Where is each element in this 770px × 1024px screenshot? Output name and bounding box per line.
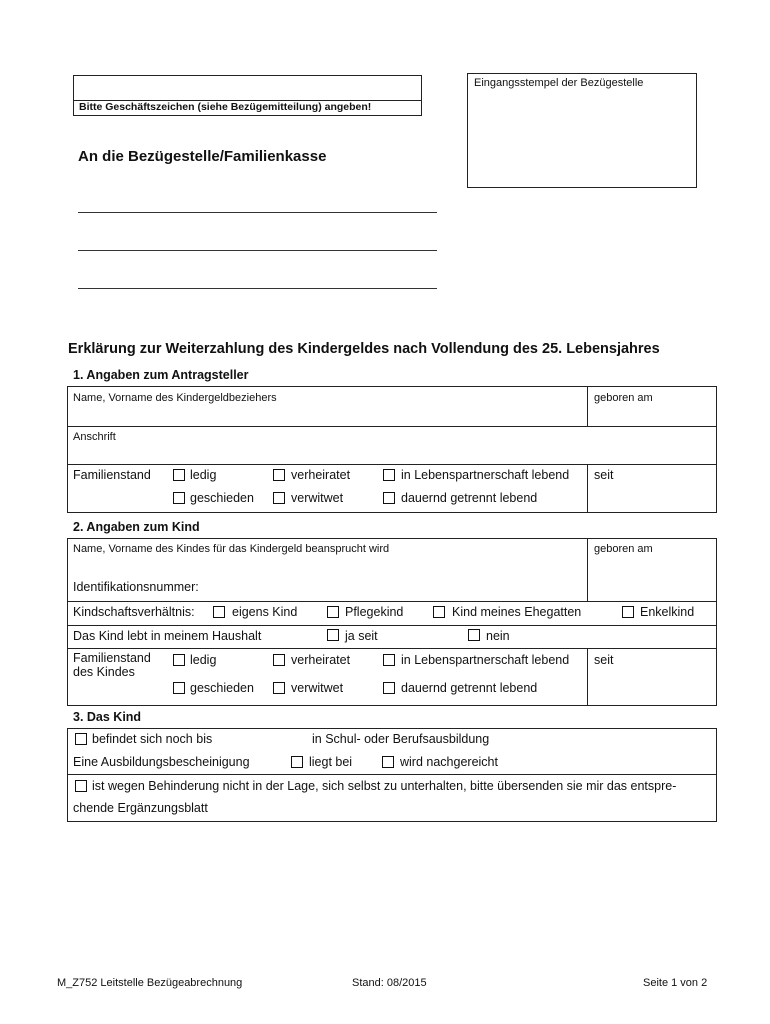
s1-verheiratet-checkbox[interactable] [273, 469, 285, 481]
s3-still-checkbox[interactable] [75, 733, 87, 745]
address-line-2[interactable] [78, 250, 437, 251]
s2-getrennt-checkbox[interactable] [383, 682, 395, 694]
footer-version: Stand: 08/2015 [352, 977, 427, 989]
s3-divider-h1 [67, 774, 717, 775]
s3-training-label: in Schul- oder Berufsausbildung [312, 732, 490, 746]
s2-rel-grand-checkbox[interactable] [622, 606, 634, 618]
s2-since-label: seit [594, 653, 614, 667]
s2-name-label: Name, Vorname des Kindes für das Kindergeld beansprucht wird [73, 543, 390, 555]
s2-id-label: Identifikationsnummer: [73, 580, 199, 594]
s1-address-label: Anschrift [73, 431, 116, 443]
s2-lebenspartner-label: in Lebenspartnerschaft lebend [401, 653, 570, 667]
s1-status-label: Familienstand [73, 468, 151, 482]
reference-hint: Bitte Geschäftszeichen (siehe Bezügemitteilung) angeben! [79, 101, 372, 113]
s2-divider-h2 [67, 625, 717, 626]
s2-geschieden-label: geschieden [190, 681, 254, 695]
s1-ledig-checkbox[interactable] [173, 469, 185, 481]
s1-getrennt-checkbox[interactable] [383, 492, 395, 504]
s1-divider-v2 [587, 464, 588, 513]
section2-box [67, 538, 717, 706]
s2-verwitwet-checkbox[interactable] [273, 682, 285, 694]
addressee-heading: An die Bezügestelle/Familienkasse [78, 148, 327, 165]
s2-divider-h3 [67, 648, 717, 649]
s1-verwitwet-checkbox[interactable] [273, 492, 285, 504]
s2-no-label: nein [486, 629, 510, 643]
s2-yes-label: ja seit [345, 629, 378, 643]
s2-divider-v2 [587, 648, 588, 706]
s3-later-checkbox[interactable] [382, 756, 394, 768]
s2-rel-foster-checkbox[interactable] [327, 606, 339, 618]
s2-relation-label: Kindschaftsverhältnis: [73, 605, 195, 619]
footer-page: Seite 1 von 2 [643, 977, 708, 989]
s1-getrennt-label: dauernd getrennt lebend [401, 491, 538, 505]
s1-ledig-label: ledig [190, 468, 217, 482]
s2-rel-own-label: eigens Kind [232, 605, 298, 619]
s2-verheiratet-checkbox[interactable] [273, 654, 285, 666]
s2-household-label: Das Kind lebt in meinem Haushalt [73, 629, 262, 643]
s2-yes-checkbox[interactable] [327, 629, 339, 641]
footer-form-id: M_Z752 Leitstelle Bezügeabrechnung [57, 977, 243, 989]
s1-name-label: Name, Vorname des Kindergeldbeziehers [73, 392, 277, 404]
s2-no-checkbox[interactable] [468, 629, 480, 641]
s3-certificate-label: Eine Ausbildungsbescheinigung [73, 755, 250, 769]
address-line-1[interactable] [78, 212, 437, 213]
s1-geschieden-checkbox[interactable] [173, 492, 185, 504]
s3-disability-checkbox[interactable] [75, 780, 87, 792]
s2-status-label-2: des Kindes [73, 665, 135, 679]
s3-later-label: wird nachgereicht [400, 755, 498, 769]
s2-lebenspartner-checkbox[interactable] [383, 654, 395, 666]
s1-geschieden-label: geschieden [190, 491, 254, 505]
s1-born-label: geboren am [594, 392, 653, 404]
s2-status-label-1: Familienstand [73, 651, 151, 665]
s3-enclosed-label: liegt bei [309, 755, 353, 769]
address-line-3[interactable] [78, 288, 437, 289]
s3-disability-line2: chende Ergänzungsblatt [73, 801, 208, 815]
s2-rel-spouse-label: Kind meines Ehegatten [452, 605, 582, 619]
s2-born-label: geboren am [594, 543, 653, 555]
s2-geschieden-checkbox[interactable] [173, 682, 185, 694]
s3-disability-line1: ist wegen Behinderung nicht in der Lage, sich selbst zu unterhalten, bitte übersenden sie mir das entspre- [92, 779, 677, 793]
stamp-box [467, 73, 697, 188]
form-title: Erklärung zur Weiterzahlung des Kindergeldes nach Vollendung des 25. Lebensjahres [68, 341, 660, 357]
s2-rel-own-checkbox[interactable] [213, 606, 225, 618]
s3-enclosed-checkbox[interactable] [291, 756, 303, 768]
s2-rel-grand-label: Enkelkind [640, 605, 695, 619]
s1-divider-h1 [67, 426, 717, 427]
s1-verheiratet-label: verheiratet [291, 468, 351, 482]
s2-verwitwet-label: verwitwet [291, 681, 344, 695]
s1-divider-v [587, 386, 588, 426]
stamp-label: Eingangsstempel der Bezügestelle [474, 77, 644, 89]
s1-lebenspartner-checkbox[interactable] [383, 469, 395, 481]
s1-since-label: seit [594, 468, 614, 482]
section2-heading: 2. Angaben zum Kind [73, 520, 200, 534]
s2-ledig-checkbox[interactable] [173, 654, 185, 666]
s2-divider-h1 [67, 601, 717, 602]
s3-still-label: befindet sich noch bis [92, 732, 213, 746]
section3-heading: 3. Das Kind [73, 710, 142, 724]
s2-rel-foster-label: Pflegekind [345, 605, 404, 619]
s2-ledig-label: ledig [190, 653, 217, 667]
s1-divider-h2 [67, 464, 717, 465]
s2-getrennt-label: dauernd getrennt lebend [401, 681, 538, 695]
s2-verheiratet-label: verheiratet [291, 653, 351, 667]
section1-heading: 1. Angaben zum Antragsteller [73, 368, 249, 382]
s2-rel-spouse-checkbox[interactable] [433, 606, 445, 618]
s1-lebenspartner-label: in Lebenspartnerschaft lebend [401, 468, 570, 482]
s2-divider-v [587, 538, 588, 601]
s1-verwitwet-label: verwitwet [291, 491, 344, 505]
